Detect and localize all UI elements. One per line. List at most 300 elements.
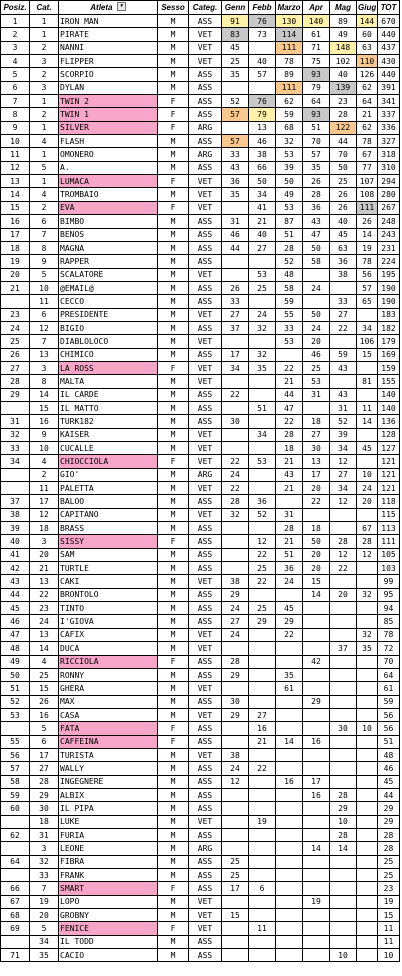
table-row xyxy=(1,575,400,588)
month-score-cell: 52 xyxy=(222,95,249,108)
sex-cell: M xyxy=(158,828,189,841)
header-sex: Sesso xyxy=(158,1,189,15)
category-cell: ASS xyxy=(189,735,222,748)
category-cell: VET xyxy=(189,708,222,721)
month-score-cell xyxy=(303,882,330,895)
category-rank-cell: 2 xyxy=(30,41,59,54)
month-score-cell xyxy=(222,442,249,455)
table-row xyxy=(1,241,400,254)
sex-cell: M xyxy=(158,695,189,708)
month-score-cell: 79 xyxy=(249,108,276,121)
category-rank-cell: 2 xyxy=(30,468,59,481)
position-cell: 50 xyxy=(1,668,30,681)
ranking-body xyxy=(1,15,400,962)
total-cell: 113 xyxy=(378,522,400,535)
month-score-cell: 71 xyxy=(303,41,330,54)
month-score-cell: 24 xyxy=(249,308,276,321)
category-rank-cell: 11 xyxy=(30,482,59,495)
sex-cell: M xyxy=(158,55,189,68)
category-cell: ASS xyxy=(189,655,222,668)
total-cell: 248 xyxy=(378,215,400,228)
athlete-name-cell: CACIO xyxy=(59,949,158,962)
category-rank-cell: 16 xyxy=(30,708,59,721)
position-cell: 21 xyxy=(1,281,30,294)
month-score-cell: 20 xyxy=(303,562,330,575)
month-score-cell xyxy=(330,602,357,615)
category-rank-cell: 32 xyxy=(30,855,59,868)
month-score-cell xyxy=(303,935,330,948)
sex-cell: M xyxy=(158,762,189,775)
month-score-cell: 39 xyxy=(330,428,357,441)
month-score-cell xyxy=(330,522,357,535)
month-score-cell: 29 xyxy=(222,588,249,601)
category-cell: ASS xyxy=(189,949,222,962)
month-score-cell: 30 xyxy=(222,415,249,428)
table-row xyxy=(1,562,400,575)
month-score-cell: 21 xyxy=(249,735,276,748)
month-score-cell: 35 xyxy=(303,161,330,174)
athlete-name-cell: CASA xyxy=(59,708,158,721)
month-score-cell: 64 xyxy=(303,95,330,108)
athlete-name-cell: TURISTA xyxy=(59,748,158,761)
month-score-cell: 24 xyxy=(222,628,249,641)
month-score-cell xyxy=(249,895,276,908)
position-cell: 4 xyxy=(1,55,30,68)
table-row xyxy=(1,482,400,495)
month-score-cell: 58 xyxy=(303,255,330,268)
position-cell: 6 xyxy=(1,81,30,94)
month-score-cell: 36 xyxy=(276,562,303,575)
total-cell: 11 xyxy=(378,935,400,948)
table-row xyxy=(1,869,400,882)
category-cell: VET xyxy=(189,442,222,455)
position-cell: 57 xyxy=(1,762,30,775)
month-score-cell: 63 xyxy=(330,241,357,254)
month-score-cell: 16 xyxy=(303,735,330,748)
month-score-cell: 61 xyxy=(303,28,330,41)
position-cell: 44 xyxy=(1,588,30,601)
category-rank-cell: 25 xyxy=(30,668,59,681)
header-tot: TOT xyxy=(378,1,400,15)
total-cell: 231 xyxy=(378,241,400,254)
position-cell: 41 xyxy=(1,548,30,561)
athlete-name-cell: TWIN 1 xyxy=(59,108,158,121)
month-score-cell xyxy=(357,575,378,588)
month-score-cell xyxy=(249,41,276,54)
month-score-cell: 52 xyxy=(249,508,276,521)
month-score-cell xyxy=(222,335,249,348)
category-rank-cell: 15 xyxy=(30,401,59,414)
athlete-name-cell: IL CARDE xyxy=(59,388,158,401)
month-score-cell xyxy=(249,775,276,788)
category-cell: ASS xyxy=(189,615,222,628)
total-cell: 318 xyxy=(378,148,400,161)
month-score-cell: 62 xyxy=(357,121,378,134)
month-score-cell xyxy=(330,615,357,628)
month-score-cell xyxy=(249,655,276,668)
month-score-cell xyxy=(303,268,330,281)
category-rank-cell: 30 xyxy=(30,802,59,815)
category-rank-cell: 20 xyxy=(30,909,59,922)
month-score-cell: 30 xyxy=(222,695,249,708)
athlete-name-cell: BENOS xyxy=(59,228,158,241)
month-score-cell: 32 xyxy=(249,348,276,361)
month-score-cell: 27 xyxy=(222,615,249,628)
month-score-cell xyxy=(330,762,357,775)
month-score-cell xyxy=(303,682,330,695)
table-row xyxy=(1,828,400,841)
sex-cell: M xyxy=(158,308,189,321)
month-score-cell xyxy=(357,855,378,868)
month-score-cell xyxy=(303,628,330,641)
category-cell: VET xyxy=(189,628,222,641)
month-score-cell xyxy=(222,562,249,575)
position-cell xyxy=(1,295,30,308)
month-score-cell: 114 xyxy=(276,28,303,41)
month-score-cell: 25 xyxy=(249,602,276,615)
total-cell: 190 xyxy=(378,295,400,308)
month-score-cell: 22 xyxy=(330,562,357,575)
month-score-cell xyxy=(357,455,378,468)
sex-cell: F xyxy=(158,201,189,214)
table-row xyxy=(1,802,400,815)
sex-cell: F xyxy=(158,361,189,374)
category-rank-cell: 6 xyxy=(30,735,59,748)
total-cell: 28 xyxy=(378,842,400,855)
month-score-cell xyxy=(330,909,357,922)
position-cell: 46 xyxy=(1,615,30,628)
athlete-name-cell: CECCO xyxy=(59,295,158,308)
total-cell: 95 xyxy=(378,588,400,601)
athlete-name-cell: CAFIX xyxy=(59,628,158,641)
position-cell: 16 xyxy=(1,215,30,228)
sex-cell: M xyxy=(158,802,189,815)
position-cell: 10 xyxy=(1,135,30,148)
category-rank-cell: 13 xyxy=(30,348,59,361)
category-cell: ARG xyxy=(189,468,222,481)
month-score-cell xyxy=(276,708,303,721)
month-score-cell: 67 xyxy=(357,522,378,535)
category-rank-cell: 4 xyxy=(30,655,59,668)
month-score-cell xyxy=(276,722,303,735)
sex-cell: F xyxy=(158,922,189,935)
month-score-cell: 89 xyxy=(330,15,357,28)
month-score-cell xyxy=(357,682,378,695)
month-score-cell: 75 xyxy=(303,55,330,68)
month-score-cell: 22 xyxy=(222,388,249,401)
month-score-cell: 12 xyxy=(330,548,357,561)
month-score-cell: 48 xyxy=(276,268,303,281)
total-cell: 136 xyxy=(378,415,400,428)
month-score-cell: 91 xyxy=(222,15,249,28)
category-cell: VET xyxy=(189,642,222,655)
table-row xyxy=(1,81,400,94)
table-row xyxy=(1,281,400,294)
month-score-cell: 27 xyxy=(249,241,276,254)
athlete-name-cell: SISSY xyxy=(59,535,158,548)
sex-cell: M xyxy=(158,215,189,228)
category-cell: VET xyxy=(189,909,222,922)
month-score-cell: 38 xyxy=(330,268,357,281)
month-score-cell xyxy=(276,922,303,935)
athlete-name-cell: PRESIDENTE xyxy=(59,308,158,321)
athlete-name-cell: BRONTOLO xyxy=(59,588,158,601)
position-cell: 23 xyxy=(1,308,30,321)
month-score-cell: 20 xyxy=(330,588,357,601)
month-score-cell: 50 xyxy=(303,535,330,548)
sex-cell: M xyxy=(158,949,189,962)
month-score-cell xyxy=(357,762,378,775)
month-score-cell xyxy=(249,255,276,268)
month-score-cell: 18 xyxy=(303,522,330,535)
month-score-cell: 57 xyxy=(303,148,330,161)
month-score-cell xyxy=(249,869,276,882)
position-cell: 8 xyxy=(1,108,30,121)
month-score-cell: 20 xyxy=(357,495,378,508)
month-score-cell: 33 xyxy=(222,295,249,308)
category-rank-cell: 3 xyxy=(30,842,59,855)
category-cell: ASS xyxy=(189,295,222,308)
month-score-cell: 15 xyxy=(303,575,330,588)
month-score-cell: 45 xyxy=(330,228,357,241)
sex-cell: M xyxy=(158,295,189,308)
category-cell: VET xyxy=(189,815,222,828)
category-cell: ASS xyxy=(189,548,222,561)
table-row xyxy=(1,602,400,615)
athlete-name-cell: GROBNY xyxy=(59,909,158,922)
category-cell: ASS xyxy=(189,321,222,334)
month-score-cell: 11 xyxy=(249,922,276,935)
total-cell: 44 xyxy=(378,788,400,801)
month-score-cell: 52 xyxy=(330,415,357,428)
category-rank-cell: 14 xyxy=(30,642,59,655)
month-score-cell xyxy=(330,855,357,868)
month-score-cell xyxy=(222,682,249,695)
month-score-cell: 77 xyxy=(357,161,378,174)
sex-cell: M xyxy=(158,15,189,28)
total-cell: 128 xyxy=(378,428,400,441)
month-score-cell xyxy=(222,735,249,748)
athlete-name-cell: IL TODD xyxy=(59,935,158,948)
athlete-name-cell: FLIPPER xyxy=(59,55,158,68)
month-score-cell xyxy=(276,882,303,895)
position-cell: 60 xyxy=(1,802,30,815)
category-rank-cell: 1 xyxy=(30,15,59,28)
month-score-cell: 22 xyxy=(249,762,276,775)
month-score-cell xyxy=(330,668,357,681)
month-score-cell: 16 xyxy=(249,722,276,735)
month-score-cell: 57 xyxy=(249,68,276,81)
month-score-cell xyxy=(330,882,357,895)
month-score-cell: 24 xyxy=(222,468,249,481)
month-score-cell: 35 xyxy=(276,668,303,681)
sex-cell: M xyxy=(158,522,189,535)
sex-cell: M xyxy=(158,348,189,361)
total-cell: 29 xyxy=(378,815,400,828)
total-cell: 85 xyxy=(378,615,400,628)
month-score-cell: 25 xyxy=(222,869,249,882)
month-score-cell xyxy=(303,815,330,828)
sex-cell: M xyxy=(158,508,189,521)
position-cell: 20 xyxy=(1,268,30,281)
sex-cell: M xyxy=(158,895,189,908)
sex-cell: M xyxy=(158,869,189,882)
month-score-cell: 65 xyxy=(357,295,378,308)
sex-cell: M xyxy=(158,748,189,761)
total-cell: 70 xyxy=(378,655,400,668)
month-score-cell: 16 xyxy=(303,788,330,801)
month-score-cell xyxy=(330,708,357,721)
month-score-cell: 36 xyxy=(330,255,357,268)
athlete-name-cell: LEONE xyxy=(59,842,158,855)
category-cell: VET xyxy=(189,41,222,54)
table-row xyxy=(1,148,400,161)
table-row xyxy=(1,188,400,201)
month-score-cell: 26 xyxy=(303,175,330,188)
month-score-cell xyxy=(222,255,249,268)
month-score-cell: 22 xyxy=(330,321,357,334)
category-cell: ASS xyxy=(189,802,222,815)
month-score-cell xyxy=(222,121,249,134)
category-rank-cell: 6 xyxy=(30,308,59,321)
month-score-cell xyxy=(303,642,330,655)
month-score-cell: 61 xyxy=(276,682,303,695)
category-rank-cell: 8 xyxy=(30,375,59,388)
table-row xyxy=(1,882,400,895)
month-score-cell xyxy=(357,788,378,801)
category-rank-cell: 1 xyxy=(30,175,59,188)
month-score-cell xyxy=(303,828,330,841)
category-cell: ASS xyxy=(189,762,222,775)
category-cell: ASS xyxy=(189,722,222,735)
category-rank-cell: 5 xyxy=(30,268,59,281)
month-score-cell xyxy=(276,935,303,948)
table-row xyxy=(1,788,400,801)
athlete-name-cell: BALOO xyxy=(59,495,158,508)
month-score-cell: 70 xyxy=(330,148,357,161)
position-cell: 53 xyxy=(1,708,30,721)
month-score-cell xyxy=(249,788,276,801)
total-cell: 29 xyxy=(378,802,400,815)
month-score-cell: 62 xyxy=(357,81,378,94)
month-score-cell: 34 xyxy=(330,442,357,455)
position-cell: 55 xyxy=(1,735,30,748)
total-cell: 140 xyxy=(378,388,400,401)
category-cell: ASS xyxy=(189,935,222,948)
sex-cell: F xyxy=(158,175,189,188)
month-score-cell xyxy=(222,815,249,828)
month-score-cell xyxy=(303,602,330,615)
athlete-name-cell: BIMBO xyxy=(59,215,158,228)
month-score-cell: 13 xyxy=(249,121,276,134)
month-score-cell: 14 xyxy=(303,588,330,601)
month-score-cell xyxy=(303,722,330,735)
table-row xyxy=(1,495,400,508)
filter-dropdown-icon[interactable]: ▾ xyxy=(117,2,126,11)
month-score-cell: 12 xyxy=(357,548,378,561)
athlete-name-cell: GIO' xyxy=(59,468,158,481)
sex-cell: M xyxy=(158,815,189,828)
category-rank-cell: 5 xyxy=(30,722,59,735)
total-cell: 105 xyxy=(378,548,400,561)
sex-cell: M xyxy=(158,682,189,695)
table-row xyxy=(1,682,400,695)
month-score-cell xyxy=(303,748,330,761)
month-score-cell xyxy=(330,775,357,788)
header-month-jun: Giug xyxy=(357,1,378,15)
month-score-cell: 43 xyxy=(276,468,303,481)
header-month-may: Mag xyxy=(330,1,357,15)
category-rank-cell: 35 xyxy=(30,949,59,962)
category-cell: ASS xyxy=(189,695,222,708)
month-score-cell: 78 xyxy=(357,135,378,148)
category-cell: ASS xyxy=(189,602,222,615)
month-score-cell xyxy=(222,81,249,94)
category-rank-cell: 12 xyxy=(30,321,59,334)
position-cell: 12 xyxy=(1,161,30,174)
month-score-cell xyxy=(222,922,249,935)
month-score-cell xyxy=(222,788,249,801)
athlete-name-cell: PALETTA xyxy=(59,482,158,495)
category-rank-cell: 13 xyxy=(30,628,59,641)
header-month-feb: Febb xyxy=(249,1,276,15)
month-score-cell: 60 xyxy=(357,28,378,41)
category-cell: ASS xyxy=(189,562,222,575)
month-score-cell: 59 xyxy=(276,108,303,121)
athlete-name-cell: KAISER xyxy=(59,428,158,441)
month-score-cell xyxy=(249,468,276,481)
month-score-cell xyxy=(249,682,276,695)
month-score-cell xyxy=(357,708,378,721)
category-cell: ASS xyxy=(189,228,222,241)
category-cell: VET xyxy=(189,55,222,68)
position-cell: 3 xyxy=(1,41,30,54)
month-score-cell: 47 xyxy=(276,401,303,414)
month-score-cell: 15 xyxy=(222,909,249,922)
month-score-cell: 53 xyxy=(276,201,303,214)
athlete-name-cell: CAFFEINA xyxy=(59,735,158,748)
athlete-name-cell: RONNY xyxy=(59,668,158,681)
table-row xyxy=(1,922,400,935)
position-cell: 15 xyxy=(1,201,30,214)
month-score-cell: 32 xyxy=(357,588,378,601)
month-score-cell: 70 xyxy=(303,135,330,148)
category-cell: ASS xyxy=(189,388,222,401)
category-rank-cell: 4 xyxy=(30,188,59,201)
month-score-cell xyxy=(222,828,249,841)
table-row xyxy=(1,228,400,241)
table-row xyxy=(1,949,400,962)
total-cell: 94 xyxy=(378,602,400,615)
month-score-cell: 24 xyxy=(303,281,330,294)
month-score-cell xyxy=(276,895,303,908)
category-cell: VET xyxy=(189,748,222,761)
table-row xyxy=(1,748,400,761)
athlete-name-cell: CUCALLE xyxy=(59,442,158,455)
table-row xyxy=(1,68,400,81)
month-score-cell: 19 xyxy=(357,241,378,254)
month-score-cell: 83 xyxy=(222,28,249,41)
month-score-cell: 130 xyxy=(276,15,303,28)
category-rank-cell: 3 xyxy=(30,535,59,548)
table-row xyxy=(1,468,400,481)
athlete-name-cell: @EMAIL@ xyxy=(59,281,158,294)
category-rank-cell: 17 xyxy=(30,748,59,761)
month-score-cell: 43 xyxy=(330,388,357,401)
month-score-cell xyxy=(303,295,330,308)
position-cell: 37 xyxy=(1,495,30,508)
total-cell: 159 xyxy=(378,361,400,374)
